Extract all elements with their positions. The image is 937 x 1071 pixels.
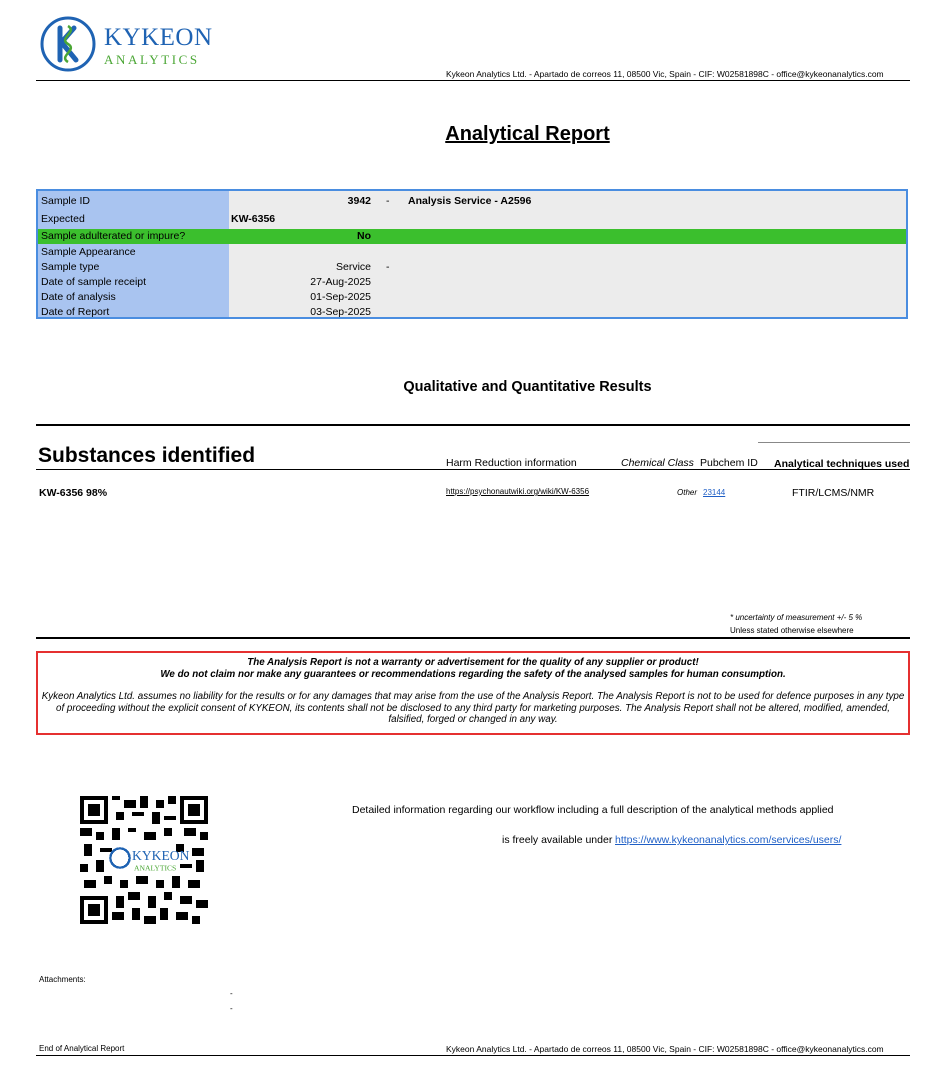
row-sample-type: [38, 260, 906, 275]
disclaimer-body: Kykeon Analytics Ltd. assumes no liability for the results or for any damages that may arise from the use of the Analysis Report. The Analysis Report is not to be used for defence purposes in any type of proceeding without the explicit consent of KYKEON, its contents shall not be disclosed to any third party for marketing purposes. The Analysis Report shall not be altered, modified, amended, falsified, forged or changed in any way.: [41, 691, 905, 725]
dash: -: [386, 261, 390, 273]
results-bottom-divider: [36, 637, 910, 639]
disclaimer-line1: The Analysis Report is not a warranty or advertisement for the quality of any supplier or product!: [247, 657, 699, 668]
row-analysis-date: [38, 290, 906, 305]
chemical-class-value: Other: [677, 488, 698, 497]
row-report-date: [38, 305, 906, 320]
substances-title: Substances identified: [38, 444, 256, 467]
qr-code-icon[interactable]: [80, 796, 208, 924]
logo-icon: [40, 16, 96, 72]
col-chemical-class: Chemical Class: [621, 457, 694, 469]
workflow-info-line2: is freely available under: [502, 834, 613, 846]
row-adulterated: [38, 229, 906, 244]
company-info-footer: Kykeon Analytics Ltd. - Apartado de correos 11, 08500 Vic, Spain - CIF: W02581898C - office@kykeonanalytics.com: [446, 1044, 884, 1054]
row-appearance: [38, 245, 906, 260]
company-info-header: Kykeon Analytics Ltd. - Apartado de correos 11, 08500 Vic, Spain - CIF: W02581898C - office@kykeonanalytics.com: [446, 69, 884, 79]
svg-text:ANALYTICS: ANALYTICS: [134, 863, 177, 873]
col-harm-reduction: Harm Reduction information: [446, 457, 577, 469]
pubchem-link[interactable]: 23144: [703, 488, 726, 497]
attachment-item: -: [230, 1004, 233, 1013]
label: Date of sample receipt: [41, 276, 147, 288]
results-top-divider: [36, 424, 910, 426]
analysis-service: Analysis Service - A2596: [408, 195, 532, 207]
workflow-info-line1: Detailed information regarding our workflow including a full description of the analytical methods applied: [352, 804, 834, 816]
label: Sample Appearance: [41, 246, 136, 258]
value: 27-Aug-2025: [310, 276, 371, 288]
label: Sample type: [41, 261, 100, 273]
value: 01-Sep-2025: [310, 291, 371, 303]
logo-subtitle: ANALYTICS: [104, 52, 200, 67]
row-receipt-date: [38, 275, 906, 290]
uncertainty-note: * uncertainty of measurement +/- 5 %: [730, 613, 863, 622]
col-analytical-techniques: Analytical techniques used: [774, 458, 910, 470]
end-of-report: End of Analytical Report: [39, 1044, 125, 1053]
attachments-label: Attachments:: [39, 975, 86, 984]
header-divider: [36, 80, 910, 81]
col-pubchem-id: Pubchem ID: [700, 457, 758, 469]
substance-name: KW-6356 98%: [39, 487, 108, 499]
results-section-title: Qualitative and Quantitative Results: [403, 379, 652, 395]
value: No: [357, 230, 371, 242]
label: Expected: [41, 213, 85, 225]
disclaimer-box: [36, 651, 910, 735]
footer-divider: [36, 1055, 910, 1056]
workflow-link[interactable]: https://www.kykeonanalytics.com/services/users/: [615, 834, 842, 846]
label: Sample ID: [41, 195, 91, 207]
techniques-value: FTIR/LCMS/NMR: [792, 487, 875, 499]
disclaimer-line2: We do not claim nor make any guarantees or recommendations regarding the safety of the analysed samples for human consumption.: [160, 668, 786, 680]
value: 3942: [347, 195, 371, 207]
label: Date of analysis: [41, 291, 116, 303]
value: 03-Sep-2025: [310, 306, 371, 318]
value: Service: [335, 261, 371, 273]
logo-wordmark: KYKEON: [104, 24, 213, 51]
unless-note: Unless stated otherwise elsewhere: [730, 626, 854, 635]
value: KW-6356: [231, 213, 276, 225]
sample-info-box: [36, 189, 908, 319]
dash: -: [386, 195, 390, 207]
attachment-item: -: [230, 989, 233, 998]
harm-reduction-link[interactable]: https://psychonautwiki.org/wiki/KW-6356: [446, 487, 590, 496]
label: Sample adulterated or impure?: [41, 230, 186, 242]
row-sample-id: [38, 194, 906, 209]
page-title: Analytical Report: [445, 123, 610, 145]
row-expected: [38, 212, 906, 227]
label: Date of Report: [41, 306, 110, 318]
techniques-divider: [758, 442, 910, 443]
svg-text:KYKEON: KYKEON: [132, 848, 190, 863]
